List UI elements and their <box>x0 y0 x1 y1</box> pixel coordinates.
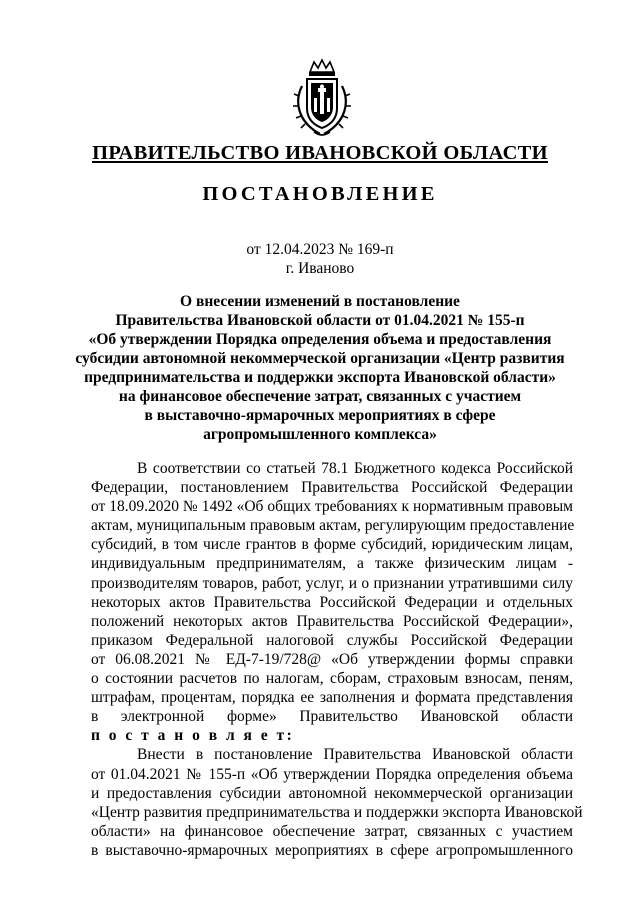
government-name: ПРАВИТЕЛЬСТВО ИВАНОВСКОЙ ОБЛАСТИ <box>92 142 548 164</box>
body-line: в электронной форме» Правительство Ивановской области <box>91 708 573 726</box>
title-line: субсидии автономной некоммерческой организации «Центр развития <box>75 350 565 367</box>
body-line: индивидуальным предпринимателям, а также физическим лицам - <box>91 555 573 573</box>
body-line: субсидий, в том числе грантов в форме субсидий, юридическим лицам, <box>91 536 573 554</box>
document-city: г. Иваново <box>285 260 355 277</box>
body-line: некоторых актов Правительства Российской Федерации и отдельных <box>91 593 573 611</box>
body-line: о состоянии расчетов по налогам, сборам, страховым взносам, пеням, <box>91 670 573 688</box>
title-line: на финансовое обеспечение затрат, связанных с участием <box>118 388 522 405</box>
document-date-number: от 12.04.2023 № 169-п <box>246 241 394 258</box>
document-type: ПОСТАНОВЛЕНИЕ <box>202 183 438 205</box>
title-line: Правительства Ивановской области от 01.04.2021 № 155-п <box>115 312 525 329</box>
body-line: Федерации, постановлением Правительства Российской Федерации <box>91 479 573 497</box>
body-line: штрафам, процентам, порядка ее заполнения и формата представления <box>91 689 573 707</box>
body-line: области» на финансовое обеспечение затрат, связанных с участием <box>91 822 573 840</box>
document-body <box>91 459 583 860</box>
body-line: и предоставления субсидии автономной некоммерческой организации <box>91 784 573 802</box>
body-line: приказом Федеральной налоговой службы Российской Федерации <box>91 631 573 649</box>
body-line: от 18.09.2020 № 1492 «Об общих требованиях к нормативным правовым <box>91 498 573 516</box>
body-line: в выставочно-ярмарочных мероприятиях в сфере агропромышленного <box>91 841 573 859</box>
title-line: в выставочно-ярмарочных мероприятиях в сфере <box>144 407 496 424</box>
document-title <box>60 292 580 444</box>
title-line: предпринимательства и поддержки экспорта Ивановской области» <box>84 369 556 386</box>
body-line: от 06.08.2021 № ЕД-7-19/728@ «Об утверждении формы справки <box>91 650 573 668</box>
body-line: актам, муниципальным правовым актам, регулирующим предоставление <box>91 517 575 535</box>
body-line: «Центр развития предпринимательства и поддержки экспорта Ивановской <box>91 803 583 821</box>
title-line: О внесении изменений в постановление <box>180 293 460 310</box>
coat-of-arms-icon <box>290 58 354 140</box>
title-line: «Об утверждении Порядка определения объема и предоставления <box>88 331 552 348</box>
resolves-word: п о с т а н о в л я е т: <box>91 727 295 745</box>
body-line: Внести в постановление Правительства Ивановской области <box>137 746 573 764</box>
document-meta <box>0 240 640 278</box>
body-line: положений некоторых актов Правительства Российской Федерации», <box>91 612 573 630</box>
body-line: от 01.04.2021 № 155-п «Об утверждении Порядка определения объема <box>91 765 573 783</box>
title-line: агропромышленного комплекса» <box>203 426 437 443</box>
body-line: В соответствии со статьей 78.1 Бюджетного кодекса Российской <box>137 460 573 477</box>
body-line: производителям товаров, работ, услуг, и о признании утратившими силу <box>91 574 573 592</box>
